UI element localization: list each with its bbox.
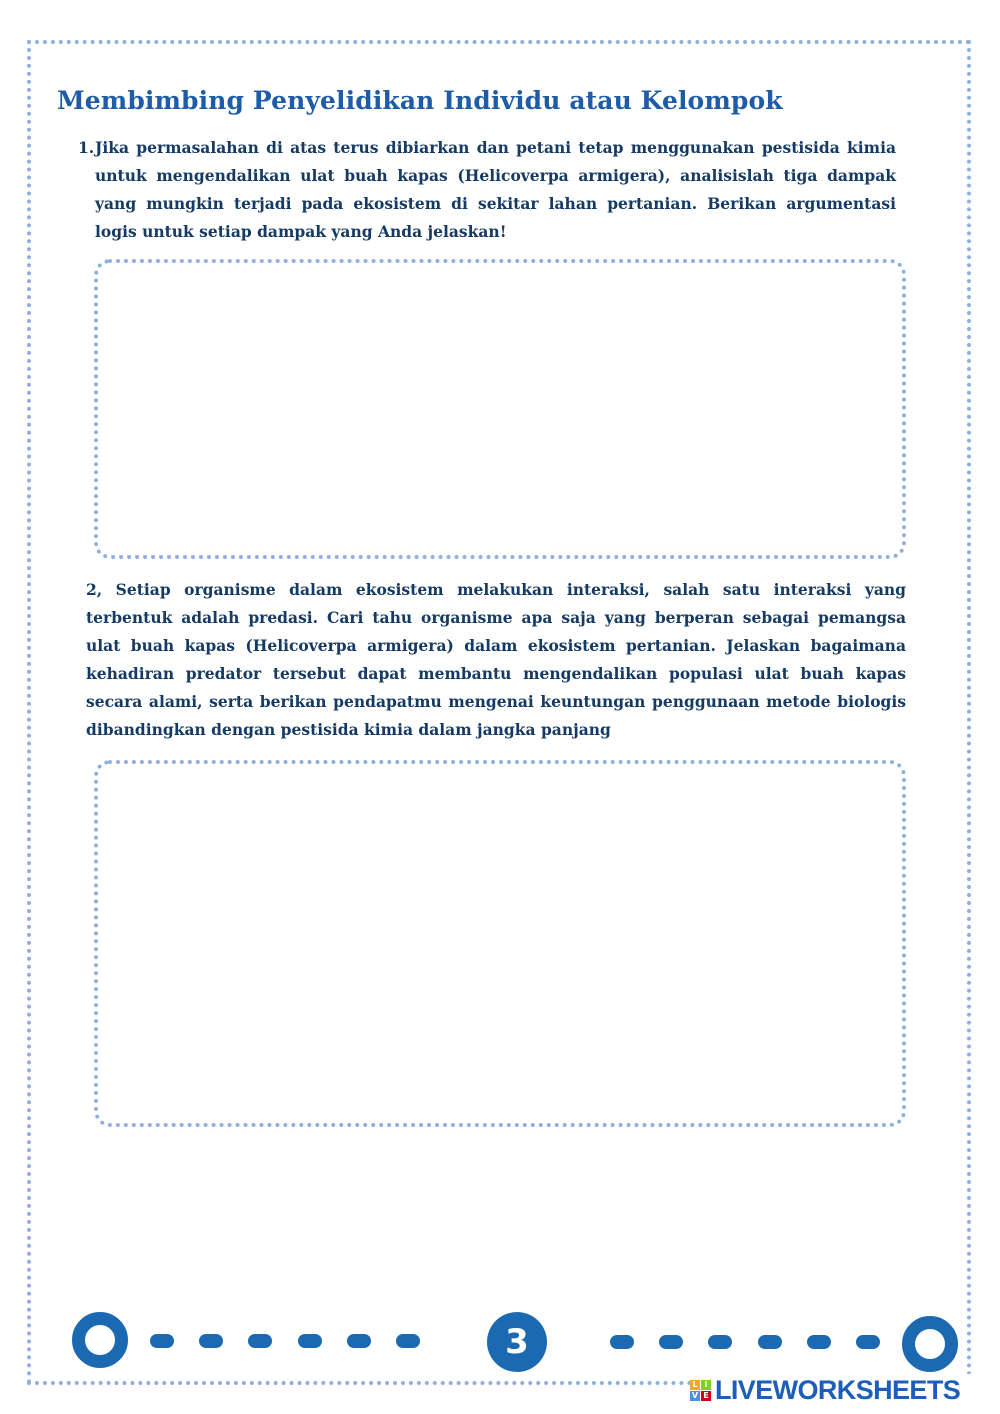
page-number: 3 — [487, 1312, 547, 1372]
question-1-text: Jika permasalahan di atas terus dibiarkan dan petani tetap menggunakan pestisida kimia untuk mengendalikan ulat buah kapas (Helicoverpa armigera), analisislah tiga dampak yang mungkin terjadi pada ekosistem di sekitar lahan pertanian. Berikan argumentasi logis untuk setiap dampak yang Anda jelaskan! — [95, 138, 896, 241]
footer-dash — [610, 1335, 634, 1349]
footer-dash — [758, 1335, 782, 1349]
footer-dash — [248, 1334, 272, 1348]
footer-dash — [347, 1334, 371, 1348]
logo-letter: E — [701, 1391, 711, 1401]
question-1 — [78, 134, 896, 246]
footer-dash — [856, 1335, 880, 1349]
logo-letter: V — [691, 1390, 699, 1400]
footer-dash — [199, 1334, 223, 1348]
footer-ring-left — [72, 1312, 128, 1368]
footer-ring-right — [902, 1316, 958, 1372]
question-2-text: 2, Setiap organisme dalam ekosistem melakukan interaksi, salah satu interaksi yang terbentuk adalah predasi. Cari tahu organisme apa saja yang berperan sebagai pemangsa ulat buah kapas (Helicoverpa armigera) dalam ekosistem pertanian. Jelaskan bagaimana kehadiran predator tersebut dapat membantu mengendalikan populasi ulat buah kapas secara alami, serta berikan pendapatmu mengenai keuntungan penggunaan metode biologis dibandingkan dengan pestisida kimia dalam jangka panjang — [86, 580, 906, 739]
question-1-number: 1. — [78, 138, 95, 157]
footer-dash — [396, 1334, 420, 1348]
liveworksheets-logo-icon — [690, 1380, 711, 1401]
liveworksheets-brand[interactable] — [690, 1374, 990, 1406]
footer-dash — [807, 1335, 831, 1349]
footer-dash — [659, 1335, 683, 1349]
footer-dash — [298, 1334, 322, 1348]
logo-letter: L — [690, 1380, 700, 1390]
logo-letter: I — [701, 1380, 711, 1390]
page-title: Membimbing Penyelidikan Individu atau Kelompok — [57, 86, 783, 115]
brand-name: LIVEWORKSHEETS — [715, 1375, 961, 1405]
footer-dash — [708, 1335, 732, 1349]
footer-dash — [150, 1334, 174, 1348]
answer-box-2[interactable] — [94, 760, 906, 1127]
answer-box-1[interactable] — [94, 259, 906, 559]
